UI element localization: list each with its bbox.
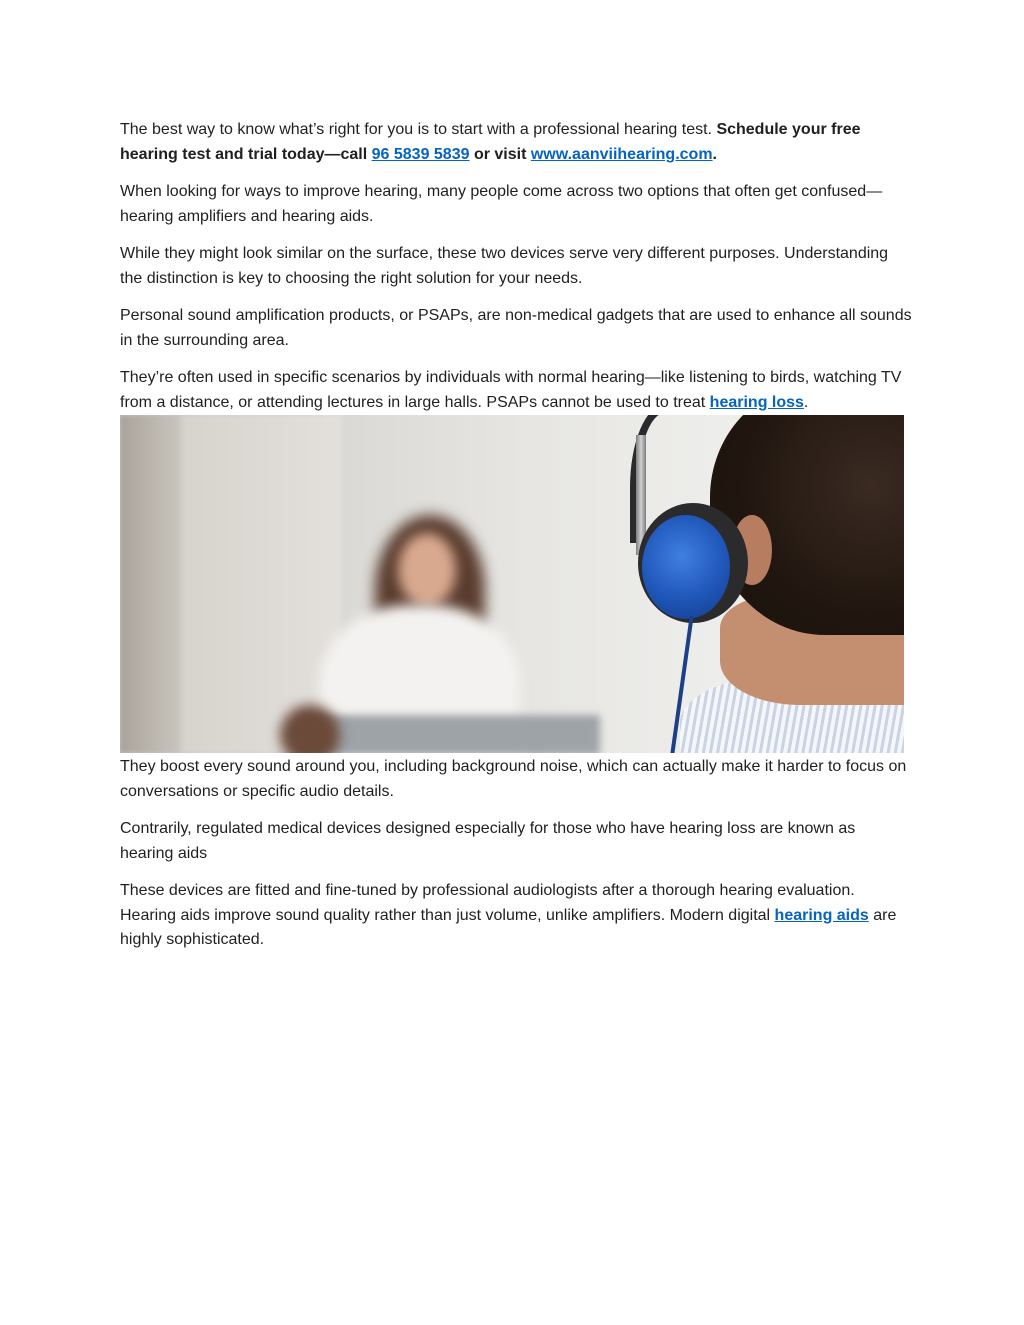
paragraph-boost: They boost every sound around you, including background noise, which can actually make it harder to focus on conversations or specific audio details. [120, 758, 907, 800]
document-body [120, 118, 912, 966]
hearing-test-photo [120, 415, 904, 753]
hearing-aids-link[interactable]: hearing aids [774, 906, 869, 924]
photo-wall [120, 415, 180, 753]
cta-mid: or visit [469, 145, 531, 163]
hearing-loss-link[interactable]: hearing loss [709, 393, 804, 411]
website-link[interactable]: www.aanviihearing.com [530, 145, 713, 163]
scenarios-end: . [803, 393, 809, 411]
fitting-text: These devices are fitted and fine-tuned by professional audiologists after a thorough hearing evaluation. Hearing aids improve sound quality rather than just volume, unlike amplifiers. Modern digital [120, 882, 855, 924]
paragraph-options: When looking for ways to improve hearing, many people come across two options that often get confused—hearing amplifiers and hearing aids. [120, 183, 883, 225]
photo-audiologist-face [398, 533, 456, 607]
paragraph-psaps: Personal sound amplification products, or PSAPs, are non-medical gadgets that are used to enhance all sounds in the surrounding area. [120, 307, 912, 349]
paragraph-scenarios [120, 366, 912, 415]
paragraph-hearing-aids: Contrarily, regulated medical devices designed especially for those who have hearing loss are known as hearing aids [120, 820, 856, 862]
photo-door [182, 415, 342, 753]
photo-desk [300, 715, 600, 753]
headphone-earcup-icon [642, 515, 730, 619]
fitting-end: are highly sophisticated. [120, 906, 897, 948]
cta-lead: Schedule your free hearing test and trial today—call [120, 121, 861, 163]
paragraph-intro [120, 118, 912, 167]
paragraph-fitting [120, 879, 912, 953]
paragraph-difference: While they might look similar on the surface, these two devices serve very different purposes. Understanding the distinction is key to choosing the right solution for your needs. [120, 245, 889, 287]
cta-end: . [712, 145, 717, 163]
phone-link[interactable]: 96 5839 5839 [371, 145, 470, 163]
intro-text: The best way to know what’s right for you is to start with a professional hearing test. [120, 121, 717, 138]
scenarios-text: They’re often used in specific scenarios by individuals with normal hearing—like listening to birds, watching TV from a distance, or attending lectures in large halls. PSAPs cannot be used to treat [120, 369, 902, 411]
